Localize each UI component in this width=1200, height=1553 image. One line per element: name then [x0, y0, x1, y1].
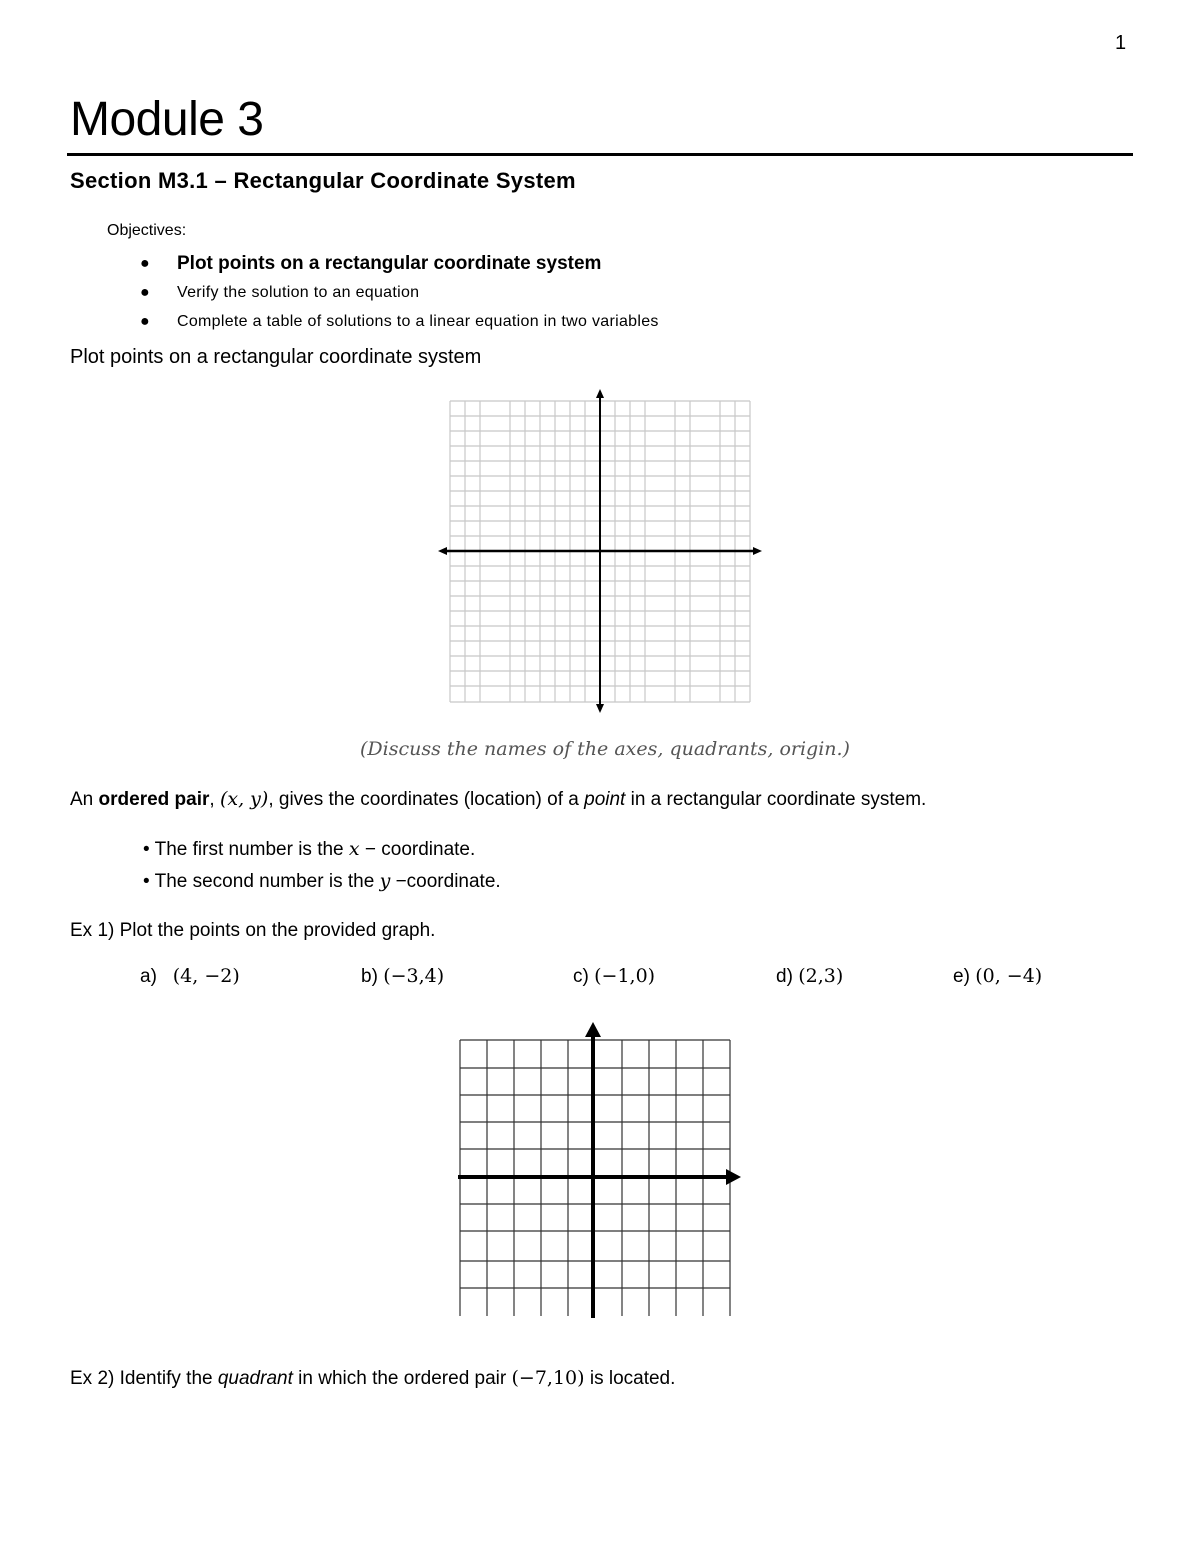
example-1-prompt: Ex 1) Plot the points on the provided graph. [70, 920, 436, 941]
definition-suffix: in a rectangular coordinate system. [625, 789, 927, 810]
objective-item [140, 250, 659, 279]
point-label: d) [776, 966, 793, 987]
objective-text: Complete a table of solutions to a linear equation in two variables [177, 313, 659, 330]
point-item-b [361, 965, 444, 988]
ordered-pair-definition [70, 788, 926, 811]
coordinate-note [143, 870, 501, 893]
objectives-label: Objectives: [107, 222, 187, 239]
y-axis-down-arrow-icon [596, 704, 604, 713]
definition-middle: , gives the coordinates (location) of a [268, 789, 585, 810]
quadrant-word: quadrant [217, 1368, 293, 1389]
example-2-pair: (−7,10) [511, 1367, 585, 1389]
bullet-icon: ● [140, 255, 150, 272]
point-value: (−3,4) [383, 965, 445, 987]
example-2-middle: in which the ordered pair [292, 1368, 512, 1389]
y-axis-up-arrow-icon [585, 1022, 601, 1037]
note-variable: y [379, 870, 391, 892]
note-variable: x [348, 838, 360, 860]
page-number: 1 [1115, 32, 1127, 54]
ordered-pair-notation: (x, y) [219, 788, 269, 810]
x-axis-right-arrow-icon [726, 1169, 741, 1185]
point-label: b) [361, 966, 378, 987]
y-axis-up-arrow-icon [596, 389, 604, 398]
bullet-icon: ● [140, 284, 150, 301]
coordinate-note [143, 838, 475, 861]
point-item-a [140, 965, 240, 988]
point-item-e [953, 965, 1042, 988]
note-prefix: The second number is the [154, 871, 380, 892]
note-prefix: The first number is the [154, 839, 349, 860]
point-label: e) [953, 966, 970, 987]
point-label: c) [573, 966, 589, 987]
subheading: Plot points on a rectangular coordinate system [70, 346, 482, 368]
example-2-suffix: is located. [584, 1368, 676, 1389]
coordinate-grid-2 [450, 1018, 750, 1320]
graph-caption: (Discuss the names of the axes, quadrants, origin.) [360, 738, 850, 760]
module-title: Module 3 [70, 93, 264, 146]
point-value: (2,3) [798, 965, 844, 987]
point-value: (0, −4) [975, 965, 1043, 987]
bullet-icon: • [143, 839, 155, 860]
x-axis-right-arrow-icon [753, 547, 762, 555]
bullet-icon: • [143, 871, 155, 892]
note-suffix: −coordinate. [390, 871, 501, 892]
title-rule [67, 153, 1133, 156]
point-value: (−1,0) [594, 965, 656, 987]
objective-item [140, 279, 659, 308]
definition-prefix: An [70, 789, 99, 810]
objectives-list [140, 250, 659, 337]
coordinate-grid-1 [430, 384, 770, 718]
note-suffix: − coordinate. [359, 839, 476, 860]
objective-text: Plot points on a rectangular coordinate system [177, 253, 602, 274]
example-2-prefix: Ex 2) Identify the [70, 1368, 218, 1389]
section-title: Section M3.1 – Rectangular Coordinate System [70, 168, 576, 193]
objective-text: Verify the solution to an equation [177, 284, 420, 301]
example-2-prompt [70, 1367, 675, 1390]
bullet-icon: ● [140, 313, 150, 330]
definition-comma: , [209, 789, 220, 810]
objective-item [140, 308, 659, 337]
point-label: a) [140, 966, 157, 987]
ordered-pair-term: ordered pair [98, 789, 210, 810]
point-value: (4, −2) [172, 965, 240, 987]
point-item-c [573, 965, 655, 988]
x-axis-left-arrow-icon [438, 547, 447, 555]
point-item-d [776, 965, 843, 988]
point-word: point [584, 789, 626, 810]
